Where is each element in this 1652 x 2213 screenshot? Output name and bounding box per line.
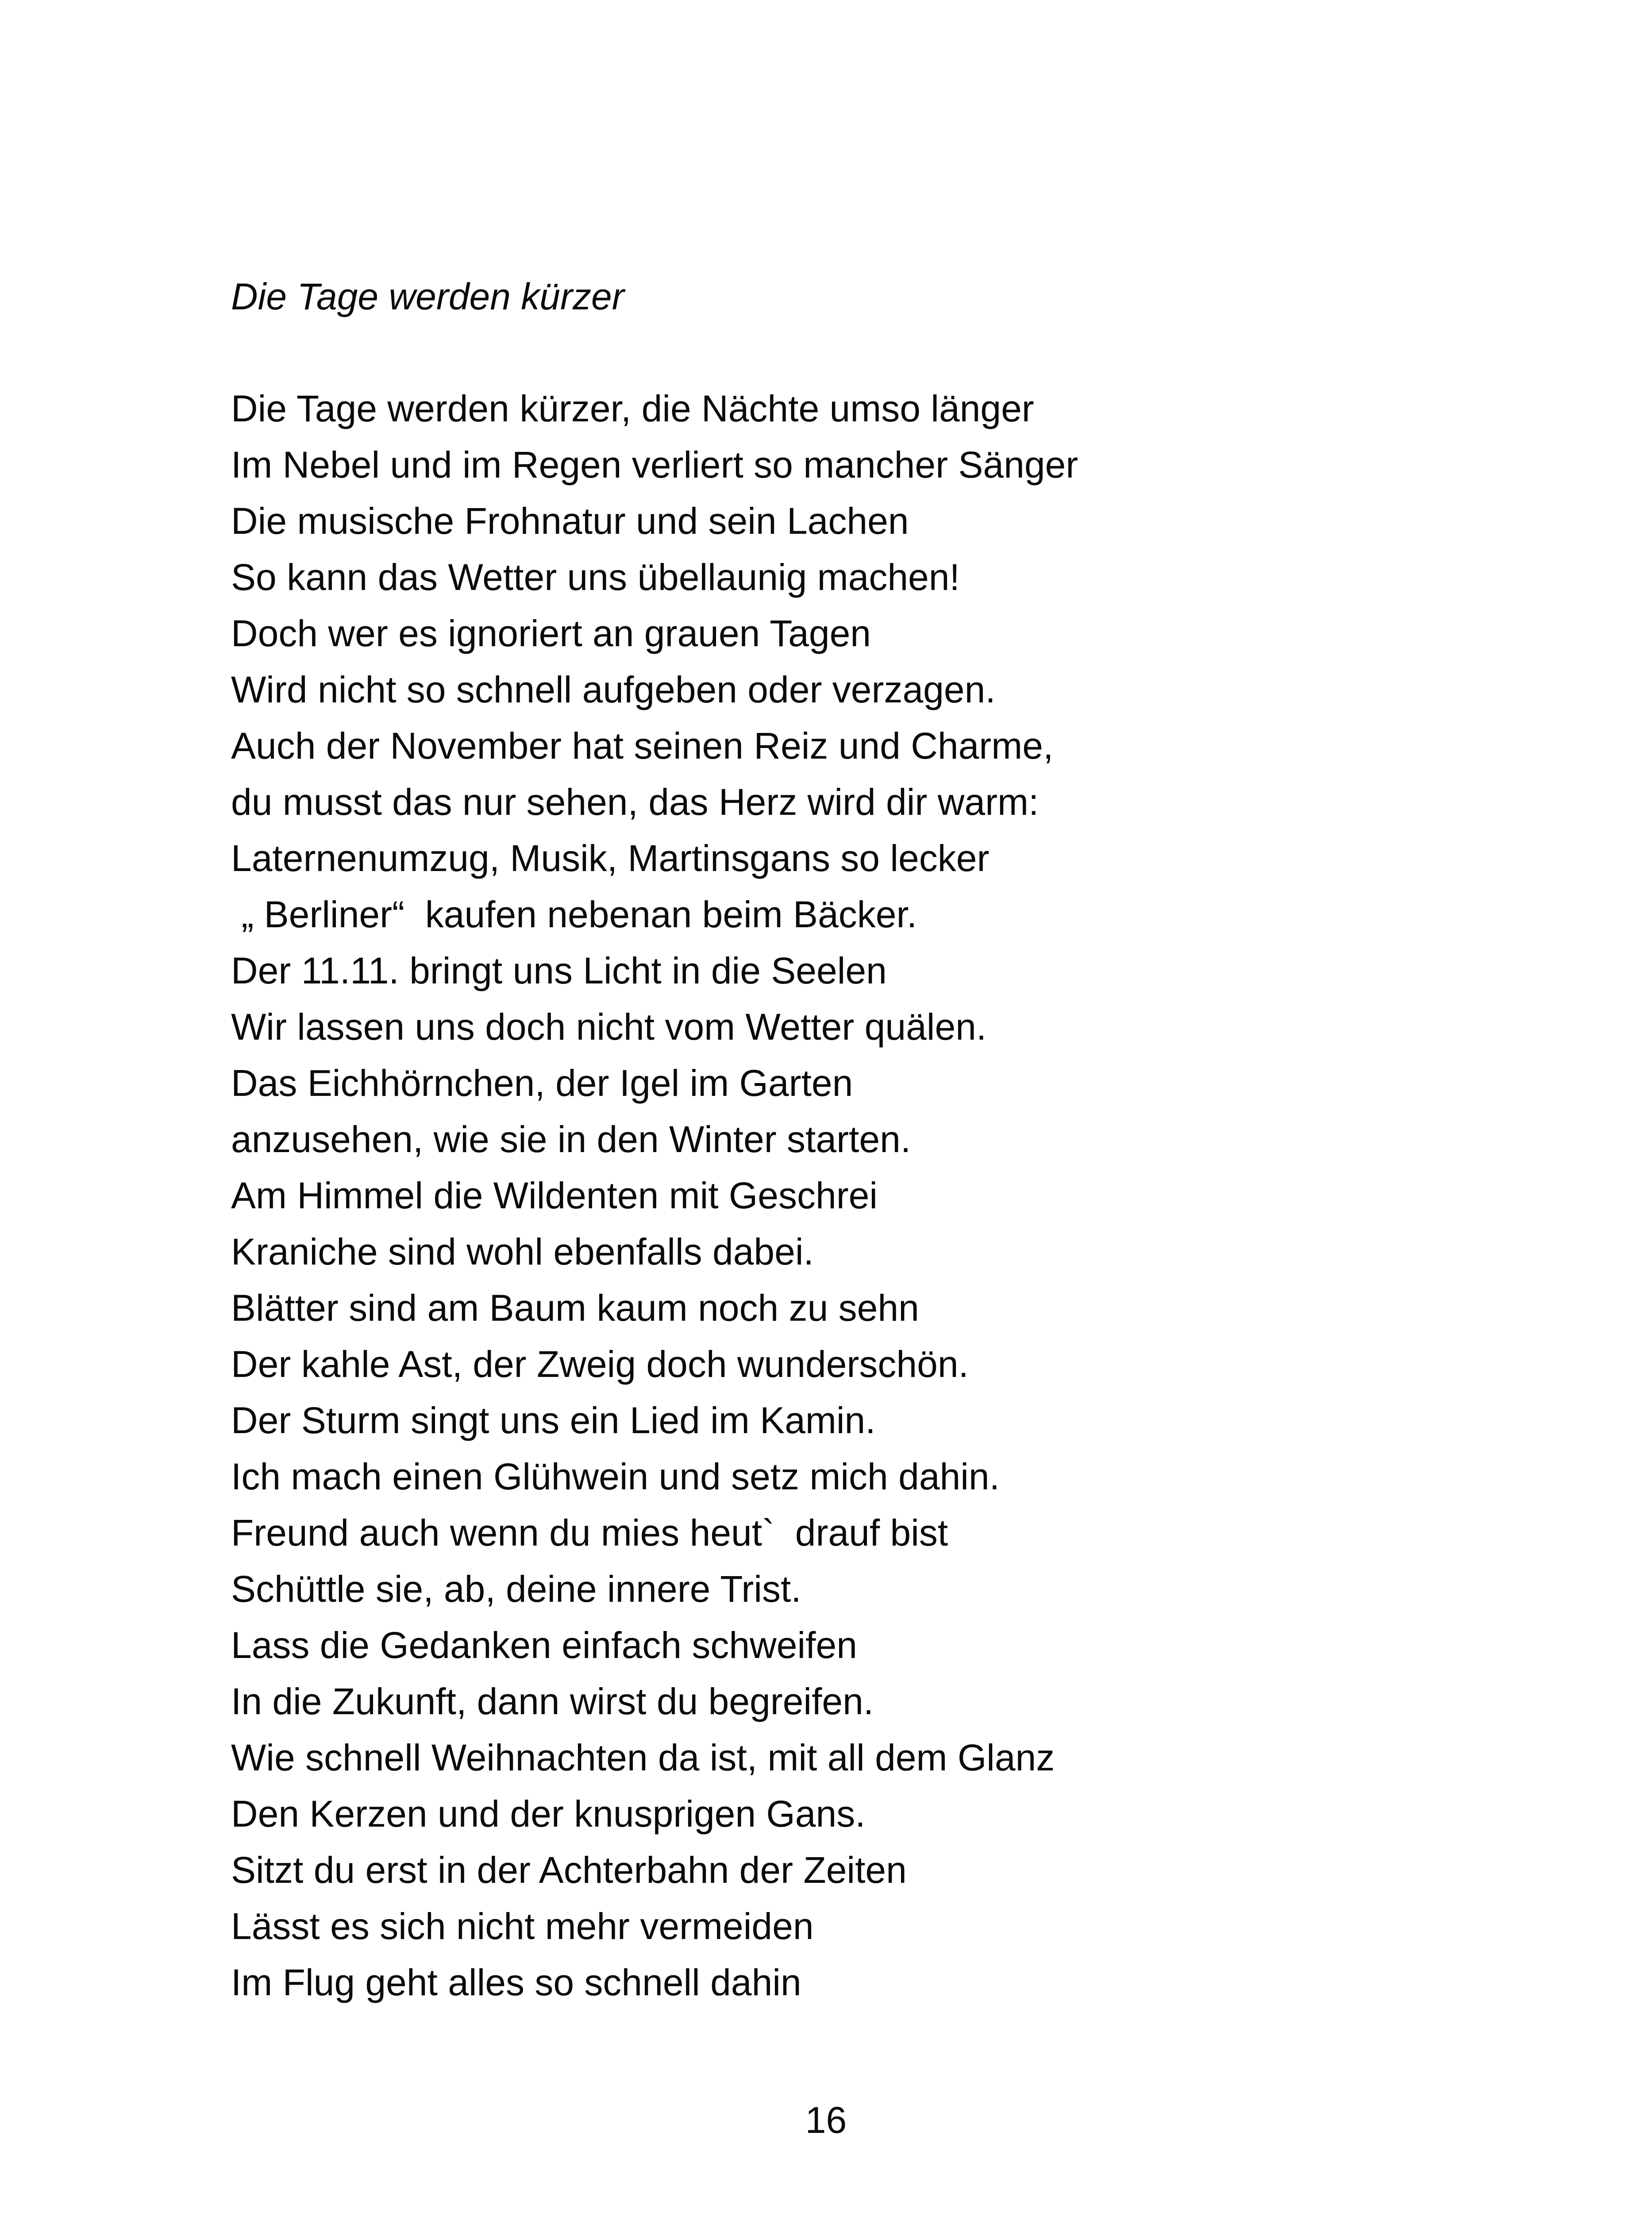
poem-line: Der 11.11. bringt uns Licht in die Seelen (231, 950, 887, 991)
poem-line: Wir lassen uns doch nicht vom Wetter quälen. (231, 1006, 987, 1048)
poem-line: Die musische Frohnatur und sein Lachen (231, 500, 909, 542)
poem-line: Den Kerzen und der knusprigen Gans. (231, 1793, 866, 1835)
poem-line: Laternenumzug, Musik, Martinsgans so lecker (231, 837, 990, 879)
page-number: 16 (805, 2099, 847, 2141)
poem-line: So kann das Wetter uns übellaunig machen! (231, 556, 960, 598)
poem-line: Das Eichhörnchen, der Igel im Garten (231, 1062, 853, 1104)
poem-line: Im Nebel und im Regen verliert so mancher Sänger (231, 444, 1078, 486)
poem-line: Doch wer es ignoriert an grauen Tagen (231, 613, 871, 654)
poem-body (231, 381, 1078, 2011)
poem-line: anzusehen, wie sie in den Winter starten. (231, 1118, 911, 1160)
poem-line: Ich mach einen Glühwein und setz mich dahin. (231, 1456, 1000, 1497)
poem-line: Der kahle Ast, der Zweig doch wunderschön. (231, 1343, 969, 1385)
poem-line: du musst das nur sehen, das Herz wird dir warm: (231, 781, 1039, 823)
poem-line: Die Tage werden kürzer, die Nächte umso länger (231, 388, 1034, 429)
poem-line: Wird nicht so schnell aufgeben oder verzagen. (231, 669, 996, 710)
poem-line: Sitzt du erst in der Achterbahn der Zeiten (231, 1849, 907, 1891)
poem-line: Blätter sind am Baum kaum noch zu sehn (231, 1287, 919, 1329)
poem-title: Die Tage werden kürzer (231, 276, 624, 317)
poem-line: Kraniche sind wohl ebenfalls dabei. (231, 1231, 814, 1272)
poem-line: „ Berliner“ kaufen nebenan beim Bäcker. (231, 894, 917, 935)
poem-line: Der Sturm singt uns ein Lied im Kamin. (231, 1400, 876, 1441)
poem-line: Wie schnell Weihnachten da ist, mit all dem Glanz (231, 1737, 1055, 1778)
poem-line: Freund auch wenn du mies heut` drauf bist (231, 1512, 948, 1554)
poem-line: Am Himmel die Wildenten mit Geschrei (231, 1175, 878, 1216)
poem-line: Im Flug geht alles so schnell dahin (231, 1962, 801, 2003)
poem-line: Auch der November hat seinen Reiz und Charme, (231, 725, 1054, 767)
poem-line: In die Zukunft, dann wirst du begreifen. (231, 1681, 874, 1722)
poem-line: Schüttle sie, ab, deine innere Trist. (231, 1568, 801, 1610)
poem-line: Lass die Gedanken einfach schweifen (231, 1624, 857, 1666)
poem-line: Lässt es sich nicht mehr vermeiden (231, 1905, 814, 1947)
